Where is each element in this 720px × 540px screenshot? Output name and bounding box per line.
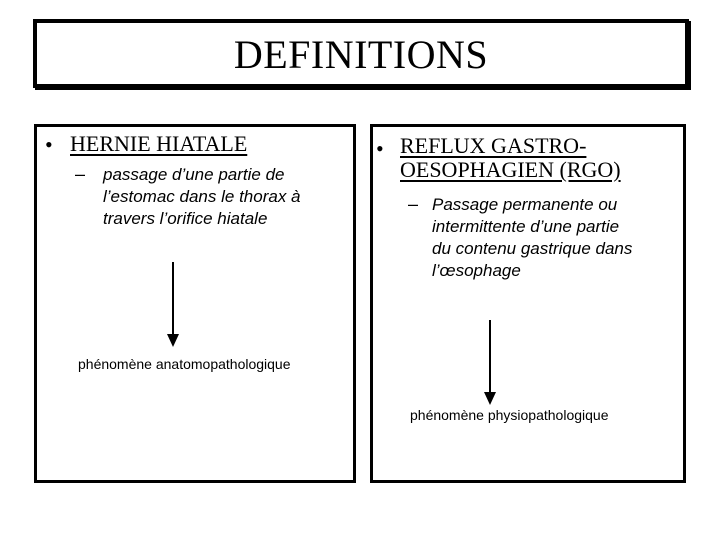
heading-hernie-hiatale: HERNIE HIATALE: [70, 131, 248, 156]
heading-line: OESOPHAGIEN (RGO): [400, 157, 621, 182]
dash-icon: –: [75, 164, 86, 184]
title-box: [33, 19, 689, 88]
down-arrow-icon: [482, 320, 498, 406]
bullet-icon: •: [45, 132, 53, 157]
description-line: intermittente d’une partie: [432, 217, 620, 236]
dash-icon: –: [408, 194, 419, 214]
caption-anatomopathologique: phénomène anatomopathologique: [78, 356, 291, 372]
heading-rgo: [400, 134, 621, 182]
bullet-icon: •: [376, 136, 384, 161]
description-rgo: [432, 194, 632, 282]
caption-physiopathologique: phénomène physiopathologique: [410, 407, 609, 423]
description-line: l’estomac dans le thorax à: [103, 187, 301, 206]
description-line: Passage permanente ou: [432, 195, 618, 214]
description-line: travers l’orifice hiatale: [103, 209, 268, 228]
page-title: DEFINITIONS: [233, 31, 489, 77]
description-line: du contenu gastrique dans: [432, 239, 633, 258]
description-hernie-hiatale: [103, 164, 301, 230]
down-arrow-icon: [165, 262, 181, 348]
description-line: l’œsophage: [432, 261, 521, 280]
description-line: passage d’une partie de: [103, 165, 285, 184]
heading-line: REFLUX GASTRO-: [400, 133, 587, 158]
